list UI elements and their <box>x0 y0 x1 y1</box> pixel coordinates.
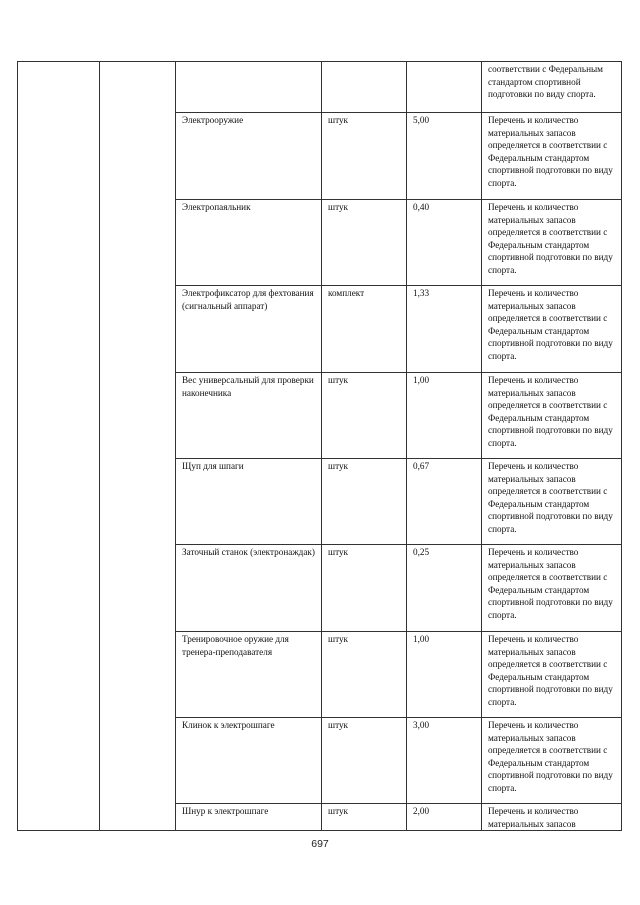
page-number: 697 <box>311 838 329 850</box>
item-unit-cell <box>322 62 407 113</box>
item-note-cell: Перечень и количество материальных запасов определяется в соответствии с Федеральным стандартом спортивной подготовки по виду спорта. <box>482 632 622 718</box>
item-unit-cell: штук <box>322 373 407 459</box>
merged-cell-col-2 <box>100 62 176 831</box>
item-name-cell: Заточный станок (электронаждак) <box>176 545 322 632</box>
item-name-cell: Вес универсальный для проверки наконечника <box>176 373 322 459</box>
item-note-cell: Перечень и количество материальных запасов определяется в соответствии с Федеральным стандартом спортивной подготовки по виду спорта. <box>482 200 622 286</box>
item-name-cell <box>176 62 322 113</box>
item-qty-cell: 5,00 <box>407 113 482 200</box>
item-name-cell: Электрофиксатор для фехтования (сигнальный аппарат) <box>176 286 322 373</box>
table-body <box>18 62 622 831</box>
item-unit-cell: штук <box>322 459 407 545</box>
equipment-table <box>17 61 622 831</box>
merged-cell-col-1 <box>18 62 100 831</box>
item-name-cell: Щуп для шпаги <box>176 459 322 545</box>
item-unit-cell: штук <box>322 545 407 632</box>
item-name-cell: Электрооружие <box>176 113 322 200</box>
item-note-cell: Перечень и количество материальных запасов определяется в соответствии с Федеральным стандартом спортивной подготовки по виду спорта. <box>482 373 622 459</box>
item-qty-cell: 0,67 <box>407 459 482 545</box>
item-qty-cell: 0,25 <box>407 545 482 632</box>
item-qty-cell: 3,00 <box>407 718 482 804</box>
item-qty-cell: 2,00 <box>407 804 482 831</box>
item-unit-cell: комплект <box>322 286 407 373</box>
item-note-cell: Перечень и количество материальных запасов определяется в соответствии с Федеральным стандартом спортивной подготовки по виду спорта. <box>482 113 622 200</box>
item-name-cell: Шнур к электрошпаге <box>176 804 322 831</box>
item-note-cell: Перечень и количество материальных запасов определяется в соответствии с Федеральным стандартом спортивной подготовки по виду спорта. <box>482 545 622 632</box>
item-note-cell: Перечень и количество материальных запасов определяется в соответствии с Федеральным стандартом спортивной подготовки по виду спорта. <box>482 286 622 373</box>
item-unit-cell: штук <box>322 804 407 831</box>
table-row-continuation <box>18 62 622 113</box>
item-note-cell: Перечень и количество материальных запасов определяется в соответствии с Федеральным стандартом спортивной подготовки по виду спорта. <box>482 459 622 545</box>
item-unit-cell: штук <box>322 113 407 200</box>
item-qty-cell <box>407 62 482 113</box>
item-name-cell: Клинок к электрошпаге <box>176 718 322 804</box>
item-qty-cell: 1,00 <box>407 373 482 459</box>
item-note-cell: Перечень и количество материальных запасов <box>482 804 622 831</box>
item-qty-cell: 1,33 <box>407 286 482 373</box>
item-unit-cell: штук <box>322 718 407 804</box>
item-unit-cell: штук <box>322 200 407 286</box>
item-name-cell: Электропаяльник <box>176 200 322 286</box>
item-qty-cell: 1,00 <box>407 632 482 718</box>
item-name-cell: Тренировочное оружие для тренера-преподавателя <box>176 632 322 718</box>
item-note-cell: соответствии с Федеральным стандартом спортивной подготовки по виду спорта. <box>482 62 622 113</box>
item-unit-cell: штук <box>322 632 407 718</box>
item-note-cell: Перечень и количество материальных запасов определяется в соответствии с Федеральным стандартом спортивной подготовки по виду спорта. <box>482 718 622 804</box>
item-qty-cell: 0,40 <box>407 200 482 286</box>
